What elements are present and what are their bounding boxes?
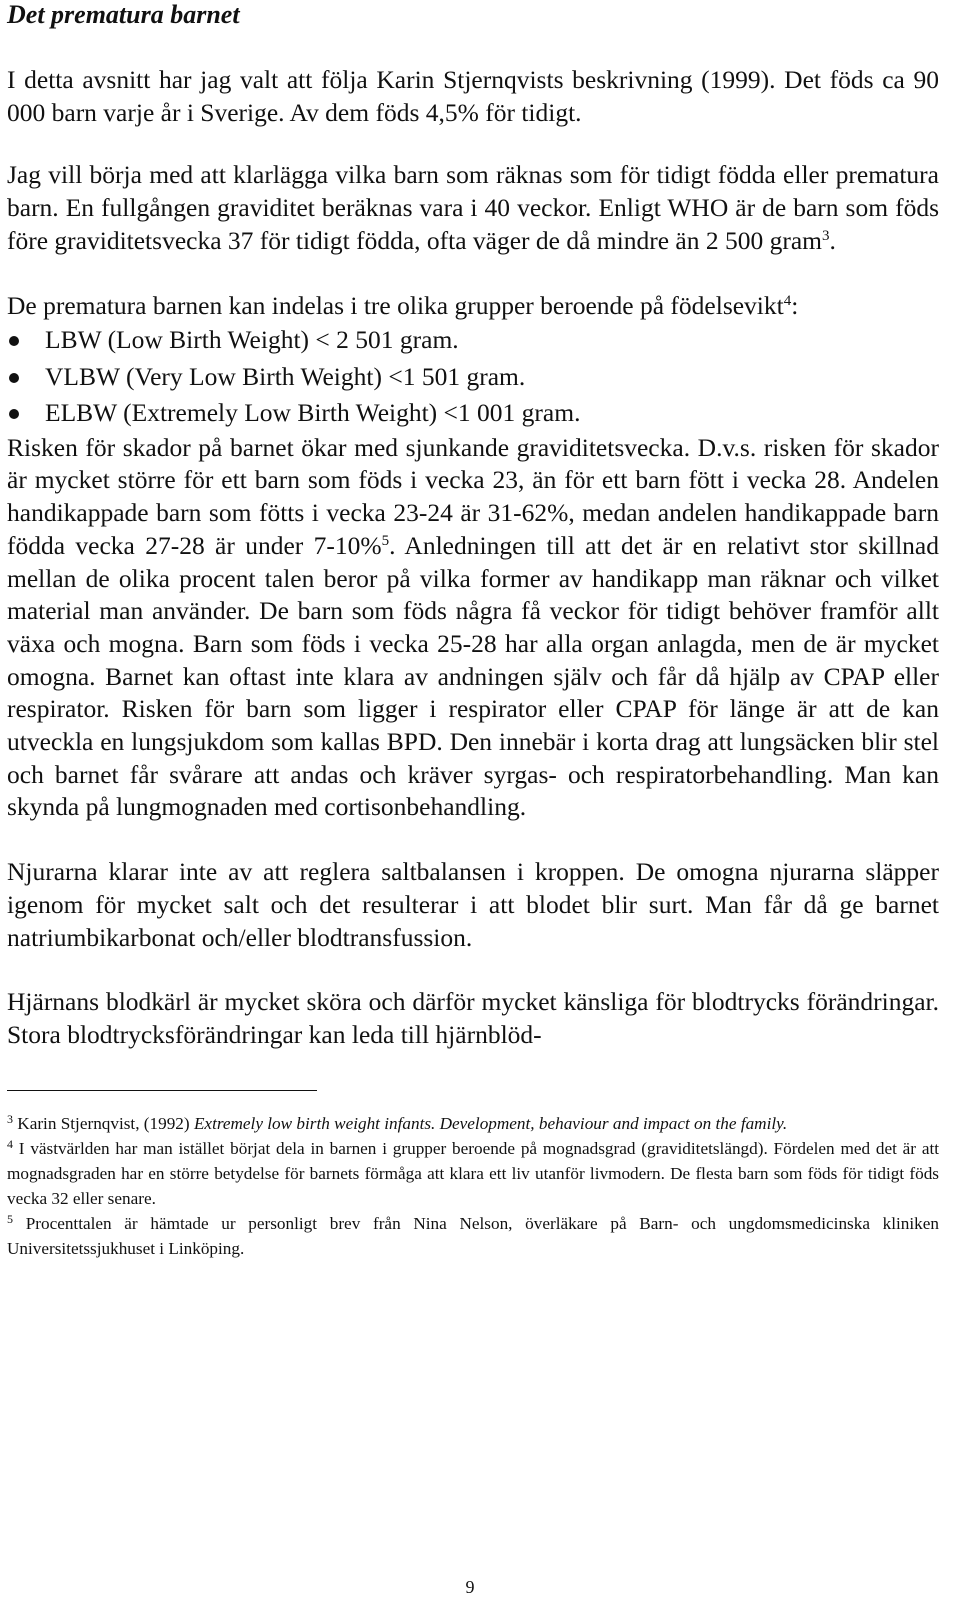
footnote-5: [7, 1211, 939, 1261]
bullet-icon: [9, 336, 19, 346]
footnote-text: Karin Stjernqvist, (1992): [13, 1113, 194, 1133]
footnote-4: [7, 1136, 939, 1211]
paragraph-definition: [7, 159, 939, 257]
footnote-divider: [7, 1090, 317, 1091]
spacer: [7, 30, 939, 64]
bullet-icon: [9, 373, 19, 383]
spacer: [7, 954, 939, 986]
footnote-ref-5: 5: [381, 532, 390, 549]
paragraph-groups: [7, 290, 939, 323]
spacer: [7, 824, 939, 856]
bullet-icon: [9, 409, 19, 419]
weight-group-list: [7, 322, 939, 432]
document-page: [7, 0, 939, 1261]
footnote-number: 4: [7, 1136, 13, 1151]
page-number: 9: [465, 1577, 475, 1597]
list-item: [7, 359, 939, 396]
paragraph-risks-text: Risken för skador på barnet ökar med sjunkande graviditetsvecka. D.v.s. risken för skador är mycket större för ett barn som föds i vecka 23, än för ett barn fött i vecka 28. Andelen handikappade barn som fötts i vecka 23-24 är 31-62%, medan andelen handikappade barn födda vecka 27-28 är under 7-10%: [7, 432, 939, 560]
list-item-text: ELBW (Extremely Low Birth Weight) <1 001 gram.: [45, 398, 581, 428]
paragraph-risks-end: . Anledningen till att det är en relativt stor skillnad mellan de olika procent talen beror på vilka former av handikapp man räknar och vilket material man använder. De barn som föds några få veckor för tidigt behöver framför allt växa och mogna. Barn som föds i vecka 25-28 har alla organ anlagda, men de är mycket omogna. Barnet kan oftast inte klara av andningen själv och får då hjälp av CPAP eller respirator. Risken för barn som ligger i respirator eller CPAP för länge är att de kan utveckla en lungsjukdom som kallas BPD. Den innebär i korta drag att lungsäcken blir stel och barnet får svårare att andas och kräver syrgas- och respiratorbehandling. Man kan skynda på lungmognaden med cortisonbehandling.: [7, 530, 940, 822]
footnote-text: Procenttalen är hämtade ur personligt brev från Nina Nelson, överläkare på Barn- och ungdomsmedicinska kliniken Universitetssjukhuset i Linköping.: [7, 1213, 939, 1258]
paragraph-groups-text: De prematura barnen kan indelas i tre olika grupper beroende på födelsevikt: [7, 290, 784, 320]
spacer: [7, 129, 939, 159]
list-item: [7, 395, 939, 432]
paragraph-brain: Hjärnans blodkärl är mycket sköra och därför mycket känsliga för blodtrycks förändringar. Stora blodtrycksförändringar kan leda till hjärnblöd-: [7, 987, 939, 1049]
list-item-text: VLBW (Very Low Birth Weight) <1 501 gram.: [45, 361, 526, 391]
paragraph-risks: [7, 432, 939, 824]
list-item: [7, 322, 939, 359]
spacer: [7, 258, 939, 290]
paragraph-intro: I detta avsnitt har jag valt att följa Karin Stjernqvists beskrivning (1999). Det föds ca 90 000 barn varje år i Sverige. Av dem föds 4,5% för tidigt.: [7, 65, 939, 127]
footnote-number: 3: [7, 1111, 13, 1126]
footnote-ref-4: 4: [783, 292, 792, 309]
section-heading: Det prematura barnet: [7, 0, 240, 29]
footnote-ref-3: 3: [822, 227, 830, 244]
footnote-3: [7, 1111, 939, 1136]
paragraph-definition-end: .: [829, 225, 836, 255]
paragraph-groups-end: :: [791, 290, 799, 320]
paragraph-definition-text: Jag vill börja med att klarlägga vilka barn som räknas som för tidigt födda eller prematura barn. En fullgången graviditet beräknas vara i 40 veckor. Enligt WHO är de barn som föds före graviditetsvecka 37 för tidigt födda, ofta väger de då mindre än 2 500 gram: [7, 160, 939, 255]
footnote-text: I västvärlden har man istället börjat dela in barnen i grupper beroende på mognadsgrad (graviditetslängd). Fördelen med det är att mognadsgraden har en större betydelse för barnets förmåga att klara ett liv utanför livmodern. De flesta barn som föds för tidigt föds vecka 32 eller senare.: [7, 1138, 939, 1208]
footnotes: [7, 1111, 939, 1261]
paragraph-kidneys: Njurarna klarar inte av att reglera saltbalansen i kroppen. De omogna njurarna släpper igenom för mycket salt och det resulterar i att blodet blir surt. Man får då ge barnet natriumbikarbonat och/eller blodtransfussion.: [7, 857, 939, 952]
footnote-title: Extremely low birth weight infants. Development, behaviour and impact on the family.: [193, 1113, 788, 1133]
list-item-text: LBW (Low Birth Weight) < 2 501 gram.: [45, 325, 459, 355]
footnote-number: 5: [7, 1211, 13, 1226]
